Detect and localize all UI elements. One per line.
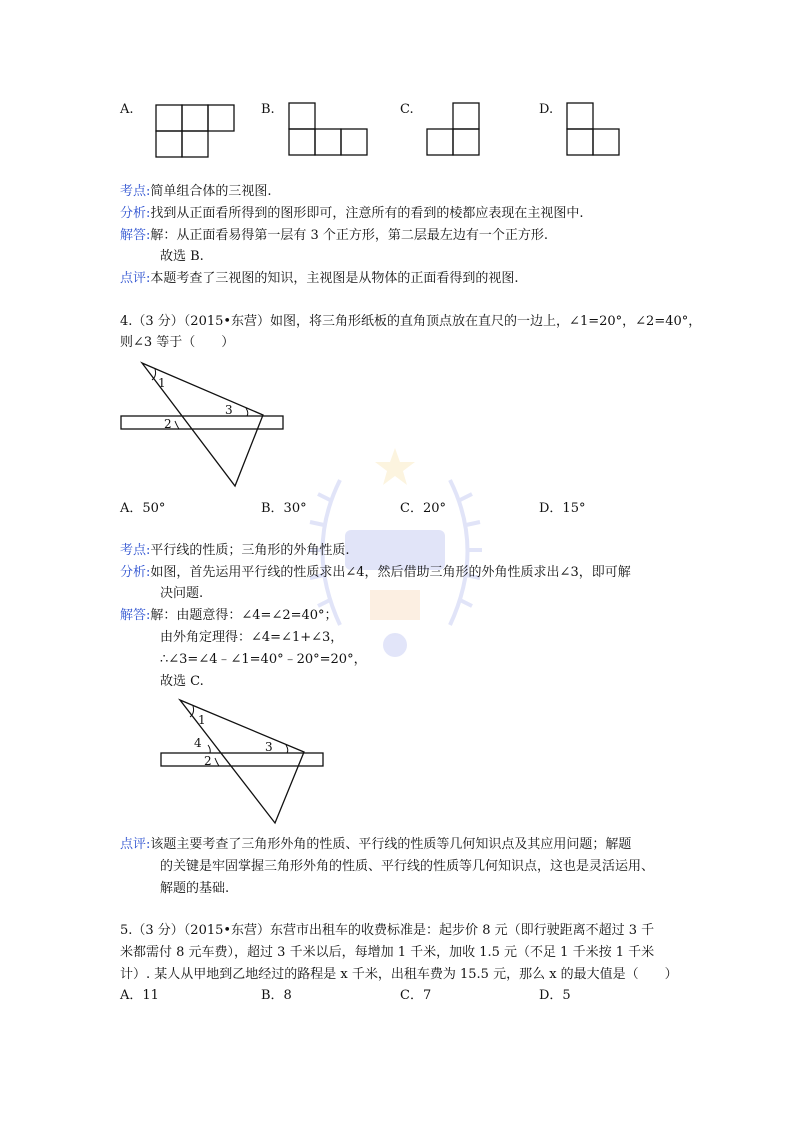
kaodian-label: 考点: xyxy=(120,543,151,558)
q4-solution-figure xyxy=(158,695,328,827)
angle-arc-2 xyxy=(175,421,179,429)
angle-arc-4 xyxy=(208,745,210,753)
q4-jieda xyxy=(120,607,338,625)
q3-option-d-letter: D. xyxy=(539,102,554,117)
q4-option-c: C．20° xyxy=(400,501,446,516)
q4-kaodian xyxy=(120,542,350,560)
q4-stem-line2: 则∠3 等于（ ） xyxy=(120,335,235,350)
q4-jieda-line4: 故选 C. xyxy=(160,674,204,689)
q3-option-d-figure xyxy=(567,103,623,157)
angle-arc-2 xyxy=(215,758,219,766)
q3-option-b-figure xyxy=(289,103,369,157)
q3-option-c-letter: C. xyxy=(400,102,414,117)
q5-stem-line3: 计）. 某人从甲地到乙地经过的路程是 x 千米，出租车费为 15.5 元，那么 x 的最大值是（ ） xyxy=(120,967,678,982)
q4-fenxi-line2: 决问题. xyxy=(160,586,204,601)
q5-option-a: A．11 xyxy=(120,988,159,1003)
fenxi-label: 分析: xyxy=(120,565,151,580)
kaodian-label: 考点: xyxy=(120,184,151,199)
jieda-label: 解答: xyxy=(120,608,151,623)
angle-label-2: 2 xyxy=(204,754,212,768)
q3-jieda-line2: 故选 B. xyxy=(160,249,204,264)
q3-kaodian-text: 简单组合体的三视图. xyxy=(150,184,272,199)
jieda-label: 解答: xyxy=(120,228,151,243)
dianping-label: 点评: xyxy=(120,271,151,286)
angle-arc-3 xyxy=(246,408,248,416)
q3-jieda-line1: 解：从正面看易得第一层有 3 个正方形，第二层最左边有一个正方形. xyxy=(150,228,549,243)
watermark-seal-icon xyxy=(383,633,407,657)
q5-stem-line1: 5.（3 分）（2015•东营）东营市出租车的收费标准是：起步价 8 元（即行驶距离不超过 3 千 xyxy=(120,923,655,938)
angle-arc-1 xyxy=(152,369,156,380)
q4-figure xyxy=(118,358,288,490)
q4-stem-line1: 4.（3 分）（2015•东营）如图，将三角形纸板的直角顶点放在直尺的一边上，∠1=20°，∠2=40°， xyxy=(120,314,702,329)
q3-kaodian xyxy=(120,183,272,201)
q3-option-c-figure xyxy=(427,103,483,157)
q3-fenxi xyxy=(120,205,584,223)
q4-dianping xyxy=(120,836,631,854)
angle-label-2: 2 xyxy=(164,417,172,431)
q4-option-b: B．30° xyxy=(261,501,307,516)
q5-option-b: B．8 xyxy=(261,988,292,1003)
q3-jieda xyxy=(120,227,548,245)
q3-option-a-figure xyxy=(156,105,236,157)
angle-label-1: 1 xyxy=(158,376,166,390)
q4-fenxi xyxy=(120,564,631,582)
angle-label-4: 4 xyxy=(194,736,202,750)
angle-label-3: 3 xyxy=(225,403,233,417)
q4-option-d: D．15° xyxy=(539,501,586,516)
q4-kaodian-text: 平行线的性质；三角形的外角性质. xyxy=(150,543,350,558)
watermark-star-icon xyxy=(375,448,415,485)
q4-jieda-line3: ∴∠3=∠4﹣∠1=40°﹣20°=20°， xyxy=(160,652,367,667)
q4-jieda-line1: 解：由题意得：∠4=∠2=40°； xyxy=(150,608,338,623)
q4-option-a: A．50° xyxy=(120,501,166,516)
q3-dianping-text: 本题考查了三视图的知识，主视图是从物体的正面看得到的视图. xyxy=(150,271,519,286)
angle-arc-3 xyxy=(286,745,288,753)
q3-option-b-letter: B. xyxy=(261,102,275,117)
q3-option-a-letter: A. xyxy=(120,102,134,117)
q4-jieda-line2: 由外角定理得：∠4=∠1+∠3， xyxy=(160,630,344,645)
angle-label-1: 1 xyxy=(198,713,206,727)
q4-fenxi-line1: 如图，首先运用平行线的性质求出∠4，然后借助三角形的外角性质求出∠3，即可解 xyxy=(150,565,631,580)
q3-fenxi-text: 找到从正面看所得到的图形即可，注意所有的看到的棱都应表现在主视图中. xyxy=(150,206,584,221)
angle-arc-1 xyxy=(190,706,194,717)
dianping-label: 点评: xyxy=(120,837,151,852)
watermark-book-icon xyxy=(370,590,420,620)
q3-dianping xyxy=(120,270,519,288)
q4-dianping-line1: 该题主要考查了三角形外角的性质、平行线的性质等几何知识点及其应用问题；解题 xyxy=(150,837,632,852)
q4-dianping-line3: 解题的基础. xyxy=(160,881,230,896)
q5-option-c: C．7 xyxy=(400,988,432,1003)
q5-stem-line2: 米都需付 8 元车费），超过 3 千米以后，每增加 1 千米，加收 1.5 元（不足 1 千米按 1 千米 xyxy=(120,945,655,960)
angle-label-3: 3 xyxy=(265,740,273,754)
fenxi-label: 分析: xyxy=(120,206,151,221)
q4-dianping-line2: 的关键是牢固掌握三角形外角的性质、平行线的性质等几何知识点，这也是灵活运用、 xyxy=(160,859,655,874)
q5-option-d: D．5 xyxy=(539,988,571,1003)
